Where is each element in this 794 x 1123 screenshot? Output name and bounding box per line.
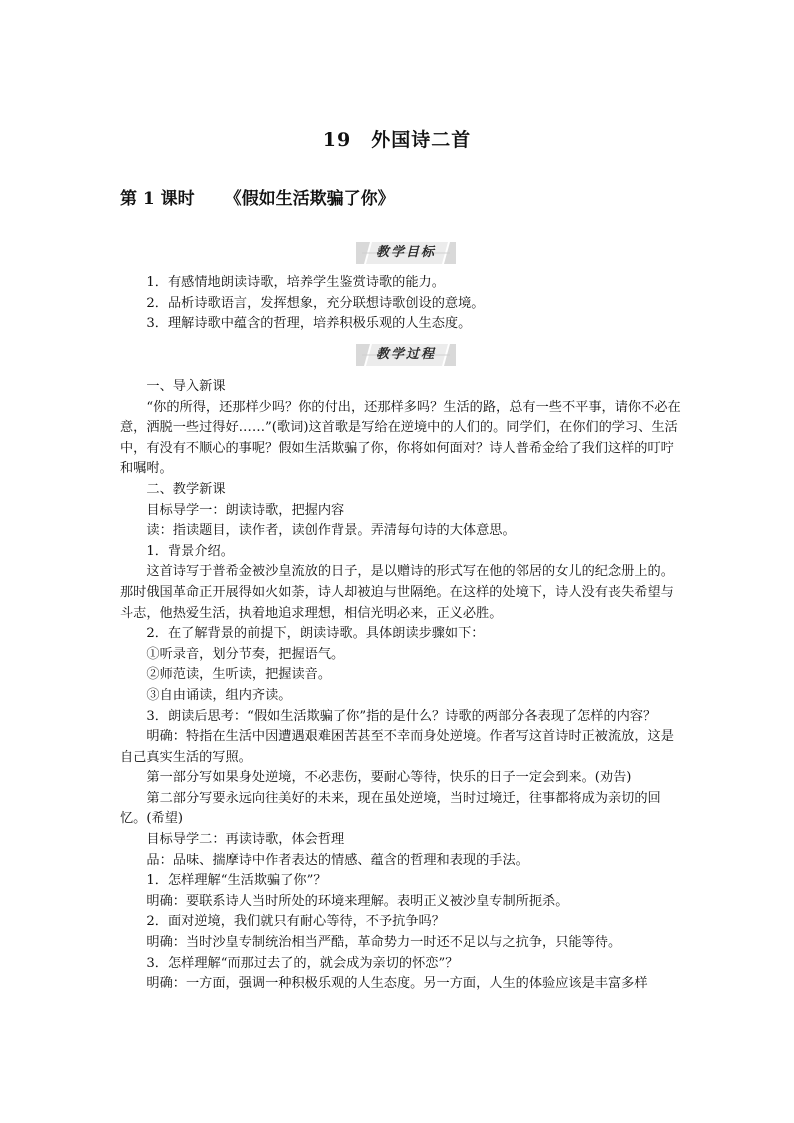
goals-banner-text: 教学目标 bbox=[375, 245, 436, 260]
goals-banner bbox=[356, 242, 456, 264]
lesson-heading bbox=[120, 184, 395, 209]
process-banner-text: 教学过程 bbox=[375, 347, 436, 362]
paragraph: 读：指读题目，读作者，读创作背景。弄清每句诗的大体意思。 bbox=[146, 523, 516, 539]
lesson-label: 第 1 课时 bbox=[120, 189, 195, 209]
paragraph: 明确：一方面，强调一种积极乐观的人生态度。另一方面，人生的体验应该是丰富多样 bbox=[146, 976, 648, 992]
paragraph: 3．朗读后思考：“假如生活欺骗了你”指的是什么？诗歌的两部分各表现了怎样的内容？ bbox=[146, 708, 657, 724]
paragraph: 目标导学一：朗读诗歌，把握内容 bbox=[146, 502, 345, 518]
paragraph: 这首诗写于普希金被沙皇流放的日子，是以赠诗的形式写在他的邻居的女儿的纪念册上的。那时俄国革命正开展得如火如荼，诗人却被迫与世隔绝。在这样的处境下，诗人没有丧失希望与斗志，他热爱生活，执着地追求理想，相信光明必来，正义必胜。 bbox=[120, 564, 674, 621]
section-heading: 一、导入新课 bbox=[146, 379, 226, 394]
paragraph: 明确：当时沙皇专制统治相当严酷，革命势力一时还不足以与之抗争，只能等待。 bbox=[146, 935, 622, 951]
process-banner bbox=[356, 344, 456, 366]
paragraph: 品：品味、揣摩诗中作者表达的情感、蕴含的哲理和表现的手法。 bbox=[146, 852, 529, 868]
goal-item: 2．品析诗歌语言，发挥想象，充分联想诗歌创设的意境。 bbox=[146, 295, 485, 311]
goals-section bbox=[120, 273, 682, 335]
paragraph: 明确：要联系诗人当时所处的环境来理解。表明正义被沙皇专制所扼杀。 bbox=[146, 893, 569, 909]
section-heading: 二、教学新课 bbox=[146, 481, 226, 497]
paragraph: ①听录音，划分节奏，把握语气。 bbox=[146, 646, 345, 662]
paragraph: 第一部分写如果身处逆境，不必悲伤，要耐心等待，快乐的日子一定会到来。(劝告) bbox=[146, 770, 632, 786]
paragraph: 1．背景介绍。 bbox=[146, 543, 234, 559]
page-title: 19 外国诗二首 bbox=[322, 129, 472, 151]
goal-item: 3．理解诗歌中蕴含的哲理，培养积极乐观的人生态度。 bbox=[146, 316, 472, 332]
paragraph: “你的所得，还那样少吗？你的付出，还那样多吗？生活的路，总有一些不平事，请你不必在意，洒脱一些过得好……”(歌词)这首歌是写给在逆境中的人们的。同学们，在你们的学习、生活中，有没有不顺心的事呢？假如生活欺骗了你，你将如何面对？诗人普希金给了我们这样的叮咛和嘱咐。 bbox=[120, 399, 681, 477]
paragraph: ③自由诵读，组内齐读。 bbox=[146, 687, 292, 703]
paragraph: ②师范读，生听读，把握读音。 bbox=[146, 667, 332, 683]
paragraph: 第二部分写要永远向往美好的未来，现在虽处逆境，当时过境迁，往事都将成为亲切的回忆。(希望) bbox=[120, 790, 661, 827]
paragraph: 明确：特指在生活中因遭遇艰难困苦甚至不幸而身处逆境。作者写这首诗时正被流放，这是自己真实生活的写照。 bbox=[120, 729, 674, 765]
goal-item: 1．有感情地朗读诗歌，培养学生鉴赏诗歌的能力。 bbox=[146, 275, 445, 290]
paragraph: 目标导学二：再读诗歌，体会哲理 bbox=[146, 832, 345, 848]
paragraph: 3．怎样理解“而那过去了的，就会成为亲切的怀恋”？ bbox=[146, 955, 459, 971]
paragraph: 2．面对逆境，我们就只有耐心等待，不予抗争吗？ bbox=[146, 914, 445, 930]
lesson-name: 《假如生活欺骗了你》 bbox=[224, 189, 395, 209]
paragraph: 1．怎样理解“生活欺骗了你”？ bbox=[146, 873, 327, 889]
process-section bbox=[120, 377, 682, 995]
paragraph: 2．在了解背景的前提下，朗读诗歌。具体朗读步骤如下： bbox=[146, 626, 485, 642]
